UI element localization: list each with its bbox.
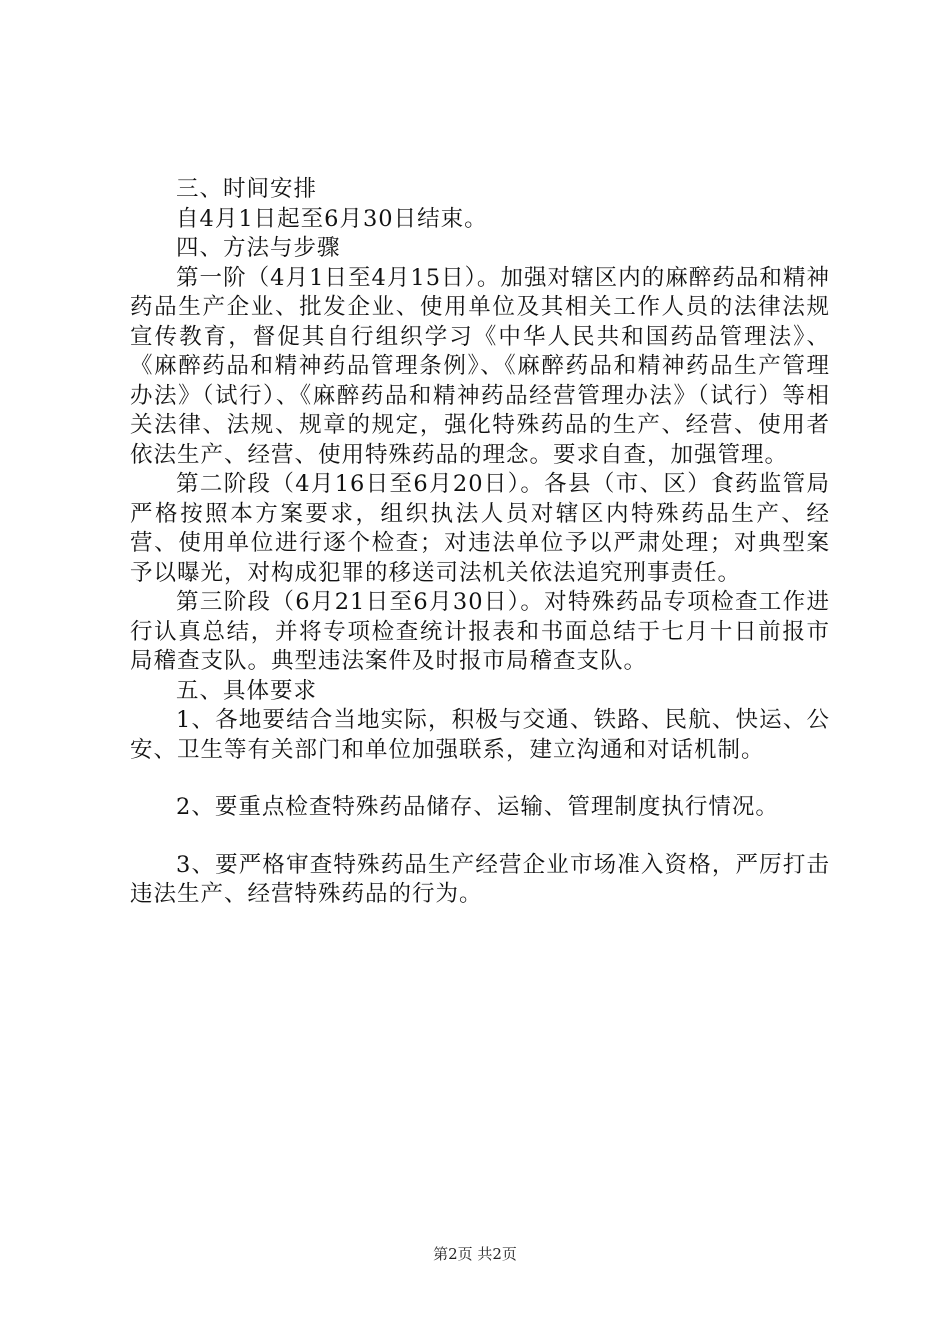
page-number-footer: 第2页 共2页 [433, 1245, 517, 1263]
section-heading-methods: 四、方法与步骤 [176, 235, 341, 261]
paragraph-requirement-3: 3、要严格审查特殊药品生产经营企业市场准入资格，严厉打击违法生产、经营特殊药品的行为。 [130, 851, 830, 907]
section-heading-requirements: 五、具体要求 [176, 677, 318, 704]
paragraph-requirement-2: 2、要重点检查特殊药品储存、运输、管理制度执行情况。 [176, 794, 779, 820]
paragraph-schedule: 自4月1日起至6月30日结束。 [176, 205, 488, 232]
paragraph-requirement-1: 1、各地要结合当地实际，积极与交通、铁路、民航、快运、公安、卫生等有关部门和单位加强联系，建立沟通和对话机制。 [130, 707, 830, 763]
paragraph-stage-three: 第三阶段（6月21日至6月30日）。对特殊药品专项检查工作进行认真总结，并将专项检查统计报表和书面总结于七月十日前报市局稽查支队。典型违法案件及时报市局稽查支队。 [130, 589, 830, 674]
document-body [130, 175, 830, 910]
paragraph-stage-two: 第二阶段（4月16日至6月20日）。各县（市、区）食药监管局严格按照本方案要求，组织执法人员对辖区内特殊药品生产、经营、使用单位进行逐个检查；对违法单位予以严肃处理；对典型案予以曝光，对构成犯罪的移送司法机关依法追究刑事责任。 [130, 471, 830, 586]
paragraph-spacer [130, 765, 830, 793]
paragraph-stage-one: 第一阶（4月1日至4月15日）。加强对辖区内的麻醉药品和精神药品生产企业、批发企业、使用单位及其相关工作人员的法律法规宣传教育，督促其自行组织学习《中华人民共和国药品管理法》、《麻醉药品和精神药品管理条例》、《麻醉药品和精神药品生产管理办法》（试行）、《麻醉药品和精神药品经营管理办法》（试行）等相关法律、法规、规章的规定，强化特殊药品的生产、经营、使用者依法生产、经营、使用特殊药品的理念。要求自查，加强管理。 [130, 264, 830, 468]
section-heading-schedule: 三、时间安排 [176, 176, 318, 202]
paragraph-spacer [130, 823, 830, 851]
